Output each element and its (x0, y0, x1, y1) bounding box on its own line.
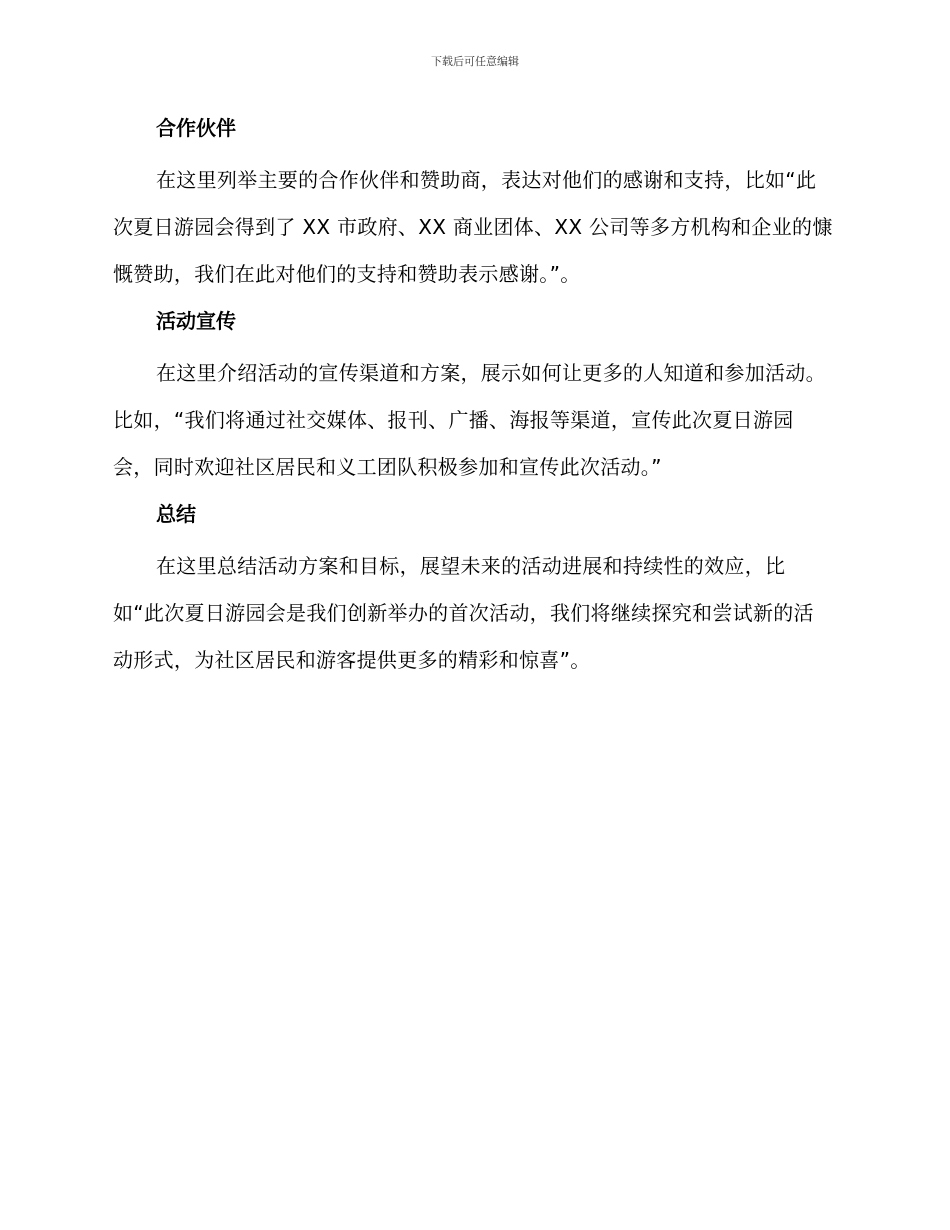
section-body-promotion: 在这里介绍活动的宣传渠道和方案，展示如何让更多的人知道和参加活动。比如，“我们将通过社交媒体、报刊、广播、海报等渠道，宣传此次夏日游园会，同时欢迎社区居民和义工团队积极参加和宣传此次活动。” (113, 361, 826, 479)
section-body-partners: 在这里列举主要的合作伙伴和赞助商，表达对他们的感谢和支持，比如“此次夏日游园会得到了 XX 市政府、XX 商业团体、XX 公司等多方机构和企业的慷慨赞助，我们在此对他们的支持和赞助表示感谢。”。 (113, 168, 833, 286)
section-heading-summary: 总结 (156, 502, 196, 526)
document-body (113, 110, 833, 684)
header-note: 下载后可任意编辑 (431, 55, 519, 68)
section-heading-partners: 合作伙伴 (156, 116, 236, 140)
section-body-summary: 在这里总结活动方案和目标，展望未来的活动进展和持续性的效应，比如“此次夏日游园会是我们创新举办的首次活动，我们将继续探究和尝试新的活动形式，为社区居民和游客提供更多的精彩和惊喜”。 (113, 554, 814, 672)
section-heading-promotion: 活动宣传 (156, 309, 236, 333)
